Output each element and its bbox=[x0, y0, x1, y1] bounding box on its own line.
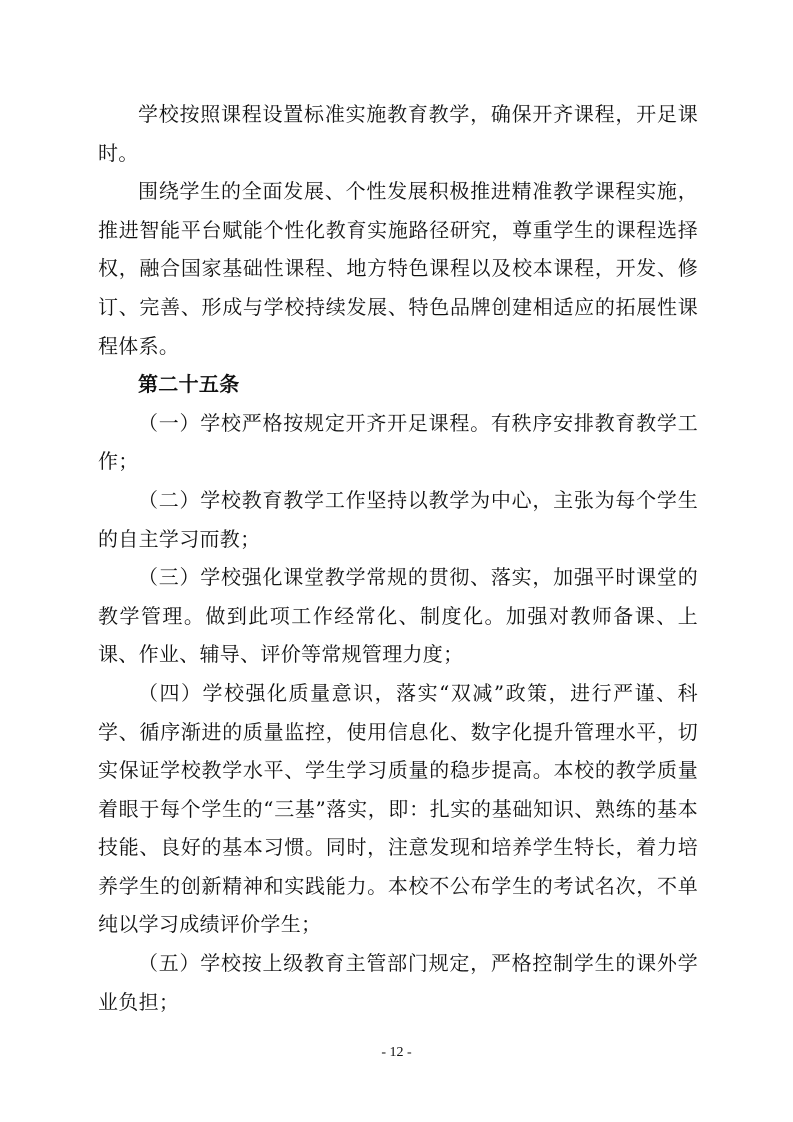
clause-5: （五）学校按上级教育主管部门规定，严格控制学生的课外学业负担； bbox=[98, 951, 698, 1014]
body-text bbox=[98, 95, 698, 1021]
clause-1: （一）学校严格按规定开齐开足课程。有秩序安排教育教学工作； bbox=[98, 410, 698, 474]
paragraph-2: 围绕学生的全面发展、个性发展积极推进精准教学课程实施，推进智能平台赋能个性化教育实施路径研究，尊重学生的课程选择权，融合国家基础性课程、地方特色课程以及校本课程，开发、修订、完善、形成与学校持续发展、特色品牌创建相适应的拓展性课程体系。 bbox=[98, 179, 698, 358]
page-number: - 12 - bbox=[381, 1045, 412, 1060]
clause-2: （二）学校教育教学工作坚持以教学为中心，主张为每个学生的自主学习而教； bbox=[98, 487, 698, 551]
article-heading: 第二十五条 bbox=[138, 372, 240, 397]
clause-3: （三）学校强化课堂教学常规的贯彻、落实，加强平时课堂的教学管理。做到此项工作经常化、制度化。加强对教师备课、上课、作业、辅导、评价等常规管理力度； bbox=[98, 565, 698, 667]
clause-4: （四）学校强化质量意识，落实“双减”政策，进行严谨、科学、循序渐进的质量监控，使用信息化、数字化提升管理水平，切实保证学校教学水平、学生学习质量的稳步提高。本校的教学质量着眼于每个学生的“三基”落实，即：扎实的基础知识、熟练的基本技能、良好的基本习惯。同时，注意发现和培养学生特长，着力培养学生的创新精神和实践能力。本校不公布学生的考试名次，不单纯以学习成绩评价学生； bbox=[98, 680, 698, 937]
paragraph-1: 学校按照课程设置标准实施教育教学，确保开齐课程，开足课时。 bbox=[98, 102, 698, 165]
